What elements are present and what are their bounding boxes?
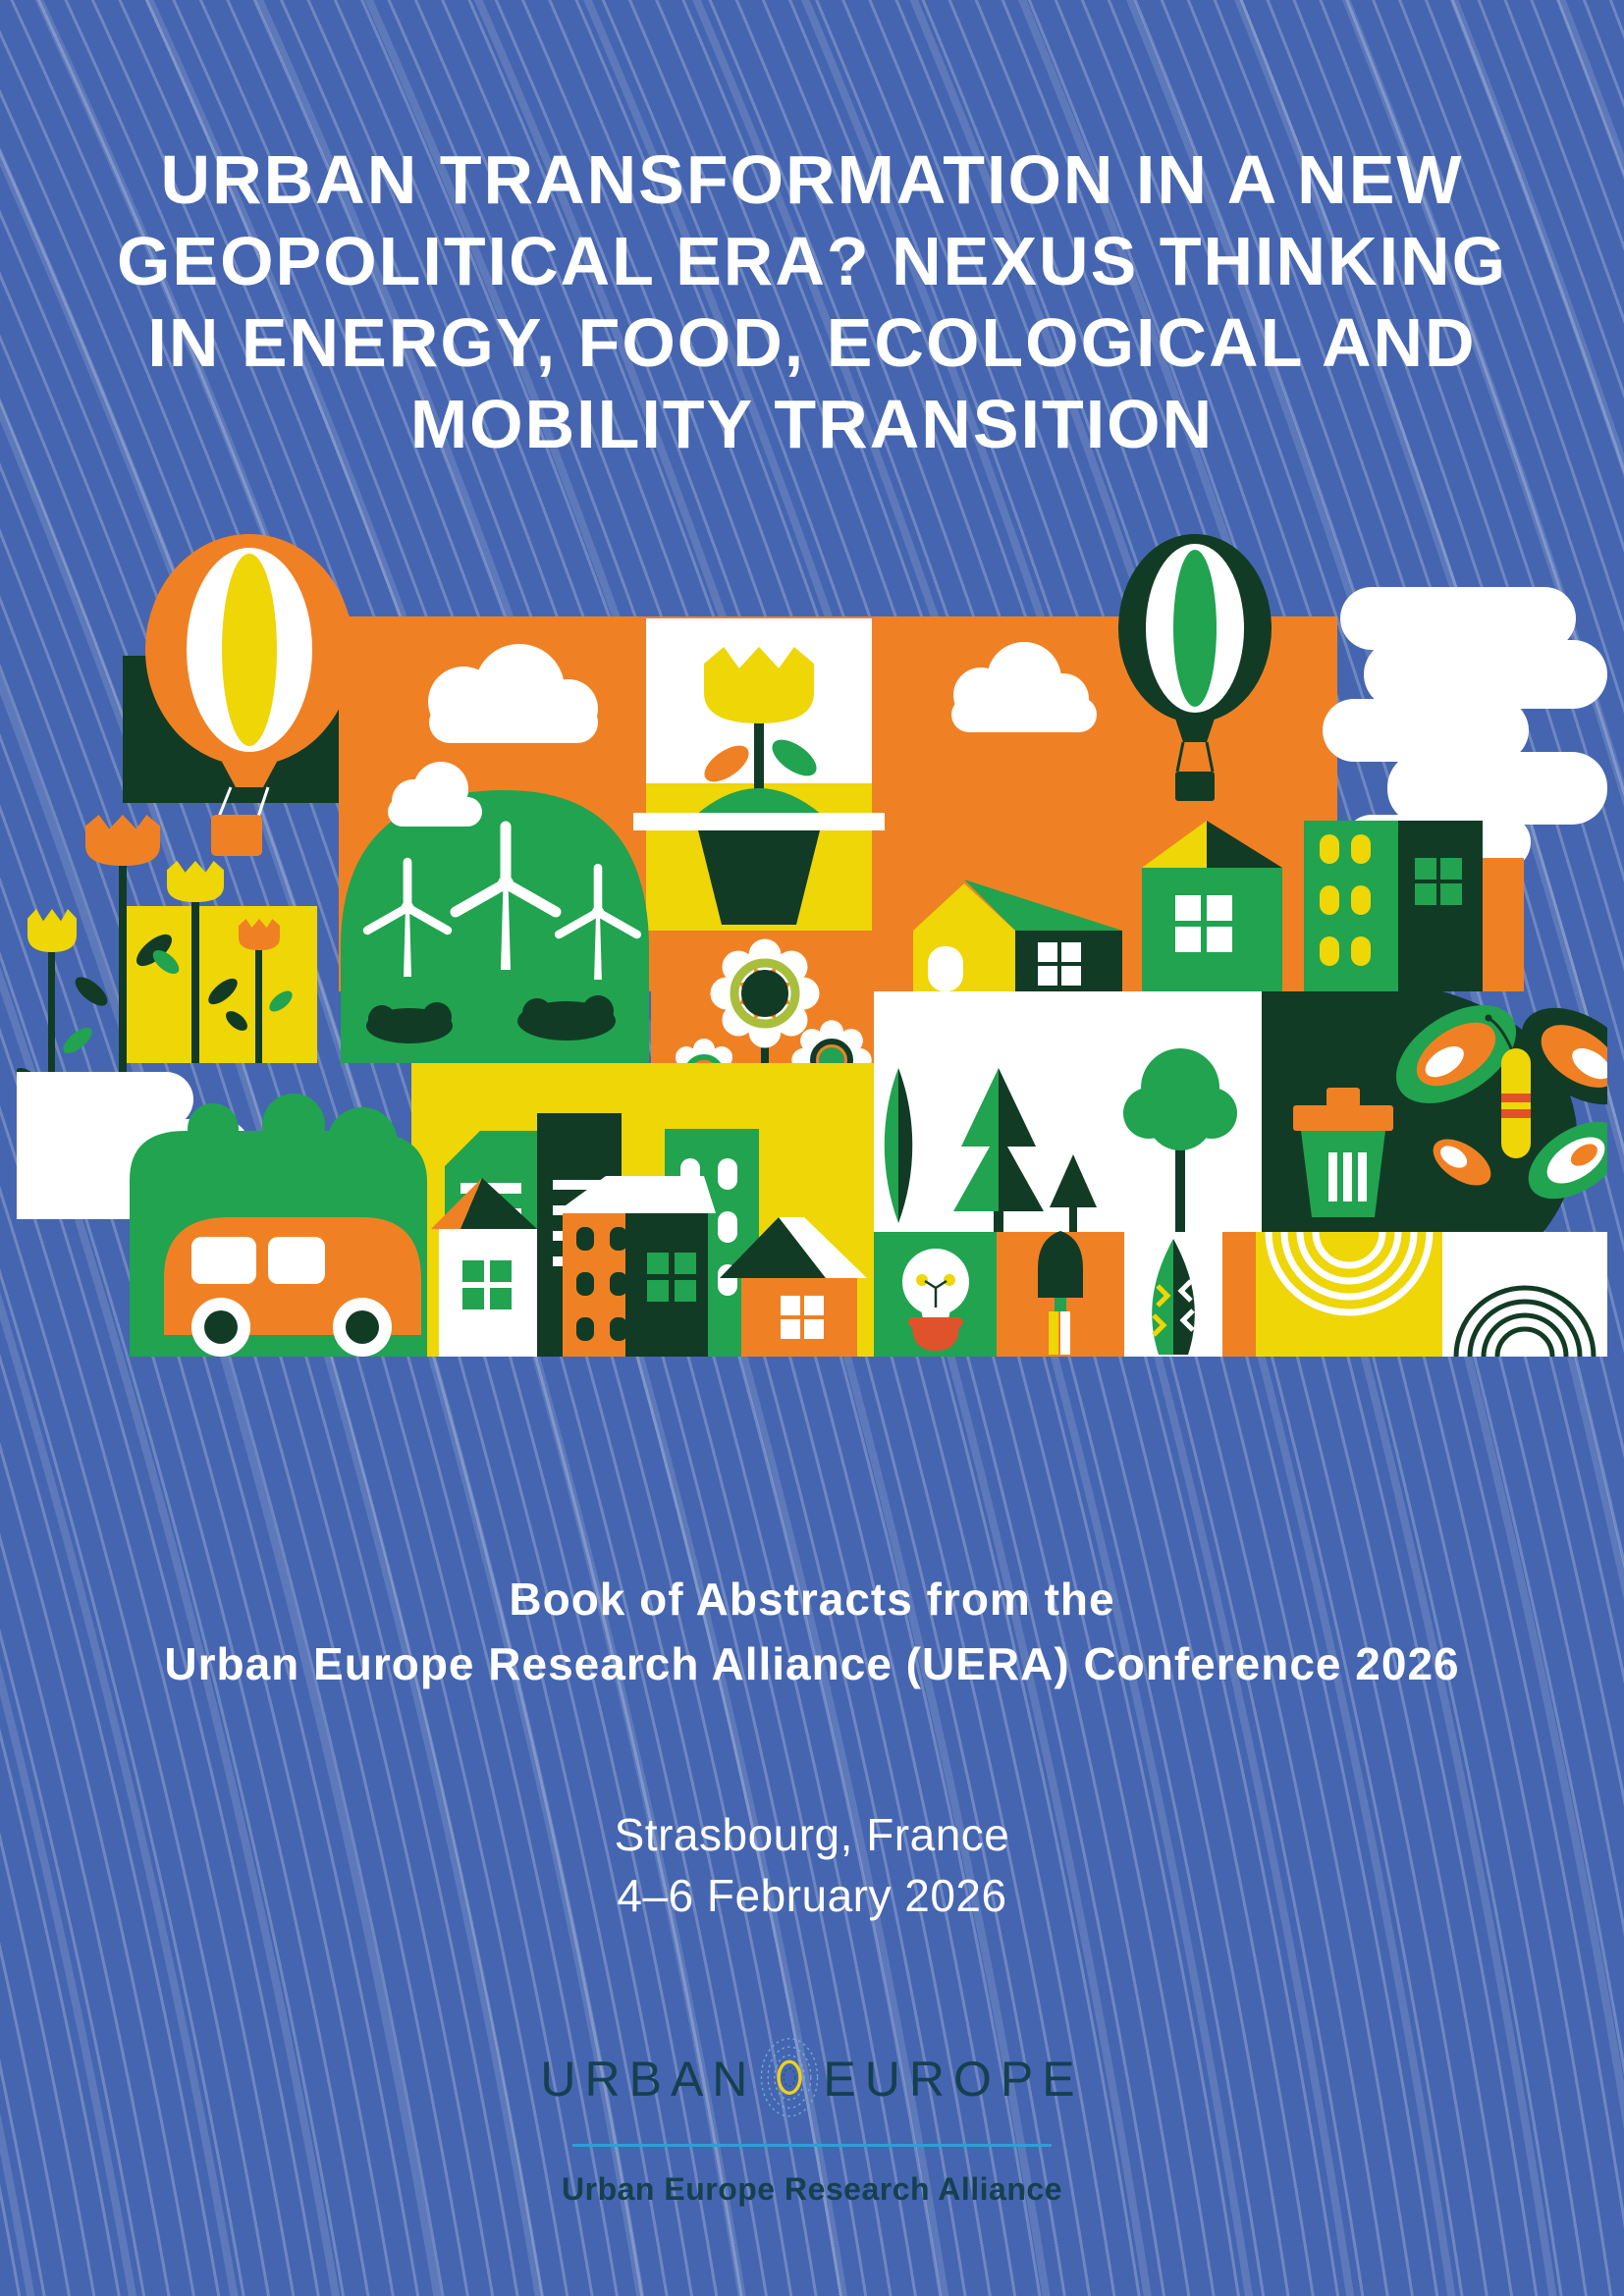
rainbow-yellow-tile [1256,1232,1442,1357]
garden-shovel-tile [997,1231,1124,1357]
logo-word-urban: URBAN [540,2052,757,2107]
event-dates: 4–6 February 2026 [617,1870,1007,1921]
urban-europe-logo [0,2020,1624,2138]
subtitle [0,1567,1624,1696]
subtitle-line-1: Book of Abstracts from the [509,1574,1115,1625]
wind-turbines-hill [341,790,649,1063]
eco-city-illustration [17,530,1607,1394]
camper-van [130,1094,427,1357]
light-bulb-plant-tile [874,1232,997,1357]
title-line-2: GEOPOLITICAL ERA? NEXUS THINKING [116,223,1508,299]
logo-divider [572,2144,1052,2147]
trees-tile [874,991,1262,1232]
urban-europe-ripple-icon [748,2022,831,2136]
page-title [0,139,1624,465]
event-details [0,1804,1624,1926]
rainbow-white-tile [1442,1232,1607,1357]
orange-hot-air-balloon [123,534,353,856]
title-line-4: MOBILITY TRANSITION [409,386,1215,462]
potted-tulip-tile [633,618,885,931]
logo-word-europe: EUROPE [823,2052,1084,2107]
title-line-3: IN ENERGY, FOOD, ECOLOGICAL AND [147,304,1477,381]
event-location: Strasbourg, France [614,1809,1010,1860]
logo-tagline: Urban Europe Research Alliance [562,2171,1062,2207]
leaf-tile [1124,1232,1256,1357]
subtitle-line-2: Urban Europe Research Alliance (UERA) Conference 2026 [164,1638,1460,1689]
title-line-1: URBAN TRANSFORMATION IN A NEW [160,141,1464,218]
